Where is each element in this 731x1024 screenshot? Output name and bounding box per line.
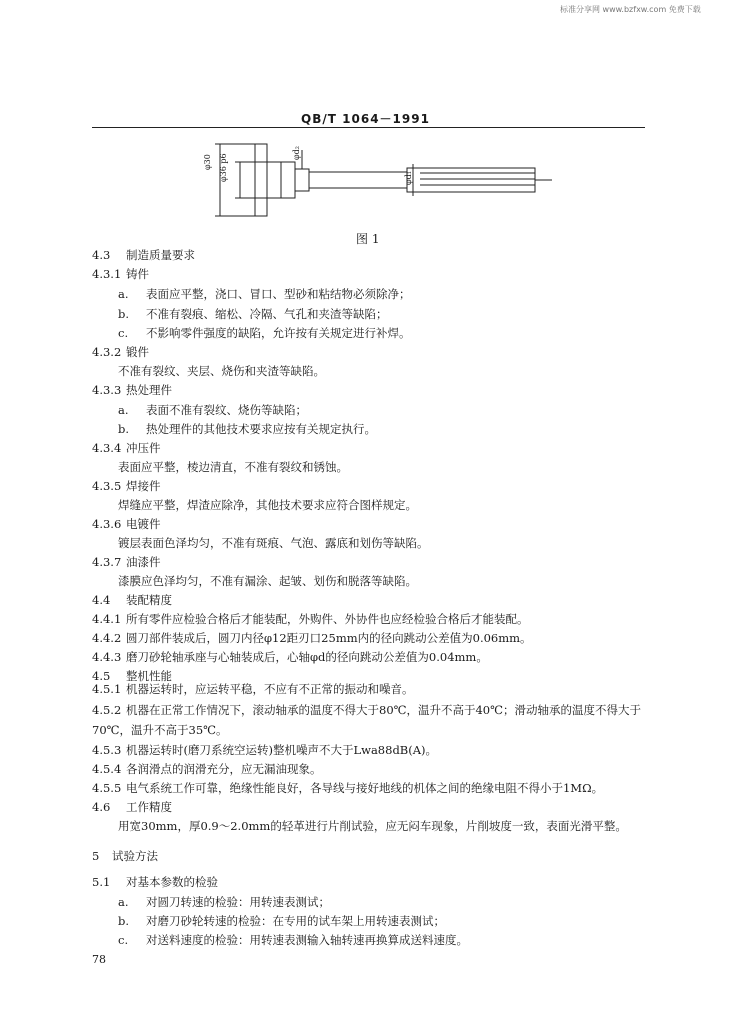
list-item: a. 表面应平整，浇口、冒口、型砂和粘结物必须除净； (118, 287, 411, 301)
list-item: b. 不准有裂痕、缩松、冷隔、气孔和夹渣等缺陷； (118, 307, 388, 321)
document-header: QB/T 1064－1991 (301, 112, 430, 126)
list-item: b. 对磨刀砂轮转速的检验：在专用的试车架上用转速表测试； (118, 914, 445, 928)
paragraph: 焊缝应平整，焊渣应除净，其他技术要求应符合图样规定。 (118, 498, 417, 512)
page-number: 78 (92, 953, 106, 966)
clause-4-5-3: 4.5.3 机器运转时(磨刀系统空运转)整机噪声不大于Lwa88dB(A)。 (92, 743, 438, 757)
paragraph: 漆膜应色泽均匀，不准有漏涂、起皱、划伤和脱落等缺陷。 (118, 574, 417, 588)
list-item: c. 不影响零件强度的缺陷，允许按有关规定进行补焊。 (118, 326, 411, 340)
shaft-flange (255, 144, 267, 216)
section-title: 制造质量要求 (126, 248, 195, 262)
clause-4-5-5: 4.5.5 电气系统工作可靠，绝缘性能良好，各导线与接好地线的机体之间的绝缘电阻不得小于1MΩ。 (92, 781, 604, 795)
clause-4-4-2: 4.4.2 圆刀部件装成后，圆刀内径φ12距刃口25mm内的径向跳动公差值为0.06mm。 (92, 631, 532, 645)
clause-4-5-2: 4.5.2 机器在正常工作情况下，滚动轴承的温度不得大于80℃，温升不高于40℃；滑动轴承的温度不得大于70℃，温升不高于35℃。 (92, 703, 641, 737)
section-4-3-6: 4.3.6 电镀件 (92, 517, 161, 531)
paragraph: 用宽30mm，厚0.9～2.0mm的轻革进行片削试验，应无闷车现象，片削坡度一致，表面光滑平整。 (118, 819, 627, 833)
shaft-body (309, 172, 407, 188)
section-4-3-2: 4.3.2 锻件 (92, 345, 149, 359)
figure-caption: 图 1 (356, 232, 380, 246)
section-4-3-1 (92, 266, 149, 282)
section-4-3 (92, 247, 195, 263)
section-4-3-7: 4.3.7 油漆件 (92, 555, 161, 569)
clause-4-4-1: 4.4.1 所有零件应检验合格后才能装配，外购件、外协件也应经检验合格后才能装配。 (92, 612, 529, 626)
section-4-4: 4.4 装配精度 (92, 593, 172, 607)
dim-d36-label: φ36 p6 (219, 153, 228, 182)
section-4-3-4: 4.3.4 冲压件 (92, 441, 161, 455)
list-item: c. 对送料速度的检验：用转速表测输入轴转速再换算成送料速度。 (118, 933, 468, 947)
section-4-6: 4.6 工作精度 (92, 800, 172, 814)
list-item: b. 热处理件的其他技术要求应按有关规定执行。 (118, 422, 376, 436)
section-4-3-5: 4.3.5 焊接件 (92, 479, 161, 493)
shaft-spline (407, 168, 535, 192)
section-4-5: 4.5 整机性能 (92, 669, 172, 683)
section-4-3-3: 4.3.3 热处理件 (92, 383, 172, 397)
paragraph: 表面应平整，棱边清直，不准有裂纹和锈蚀。 (118, 460, 348, 474)
paragraph: 不准有裂纹、夹层、烧伤和夹渣等缺陷。 (118, 364, 325, 378)
section-5: 5 试验方法 (92, 849, 158, 863)
paragraph: 镀层表面色泽均匀，不准有斑痕、气泡、露底和划伤等缺陷。 (118, 536, 429, 550)
list-item: a. 表面不准有裂纹、烧伤等缺陷； (118, 403, 307, 417)
section-title: 铸件 (126, 267, 149, 281)
clause-4-5-4: 4.5.4 各润滑点的润滑充分，应无漏油现象。 (92, 762, 322, 776)
list-item: a. 对圆刀转速的检验：用转速表测试； (118, 895, 330, 909)
header-rule (92, 127, 645, 128)
section-number: 4.3.1 (92, 267, 122, 281)
dim-d2-label: φd₂ (292, 146, 301, 160)
watermark: 标准分享网 www.bzfxw.com 免费下载 (560, 5, 701, 14)
clause-4-5-1: 4.5.1 机器运转时，应运转平稳，不应有不正常的振动和噪音。 (92, 682, 414, 696)
shaft-drawing (180, 138, 560, 228)
section-number: 4.3 (92, 248, 111, 262)
dim-d30-label: φ30 (203, 154, 212, 170)
clause-4-4-3: 4.4.3 磨刀砂轮轴承座与心轴装成后，心轴φd的径向跳动公差值为0.04mm。 (92, 650, 488, 664)
section-5-1: 5.1 对基本参数的检验 (92, 875, 218, 889)
dim-d1-label: φd₁ (404, 171, 413, 185)
